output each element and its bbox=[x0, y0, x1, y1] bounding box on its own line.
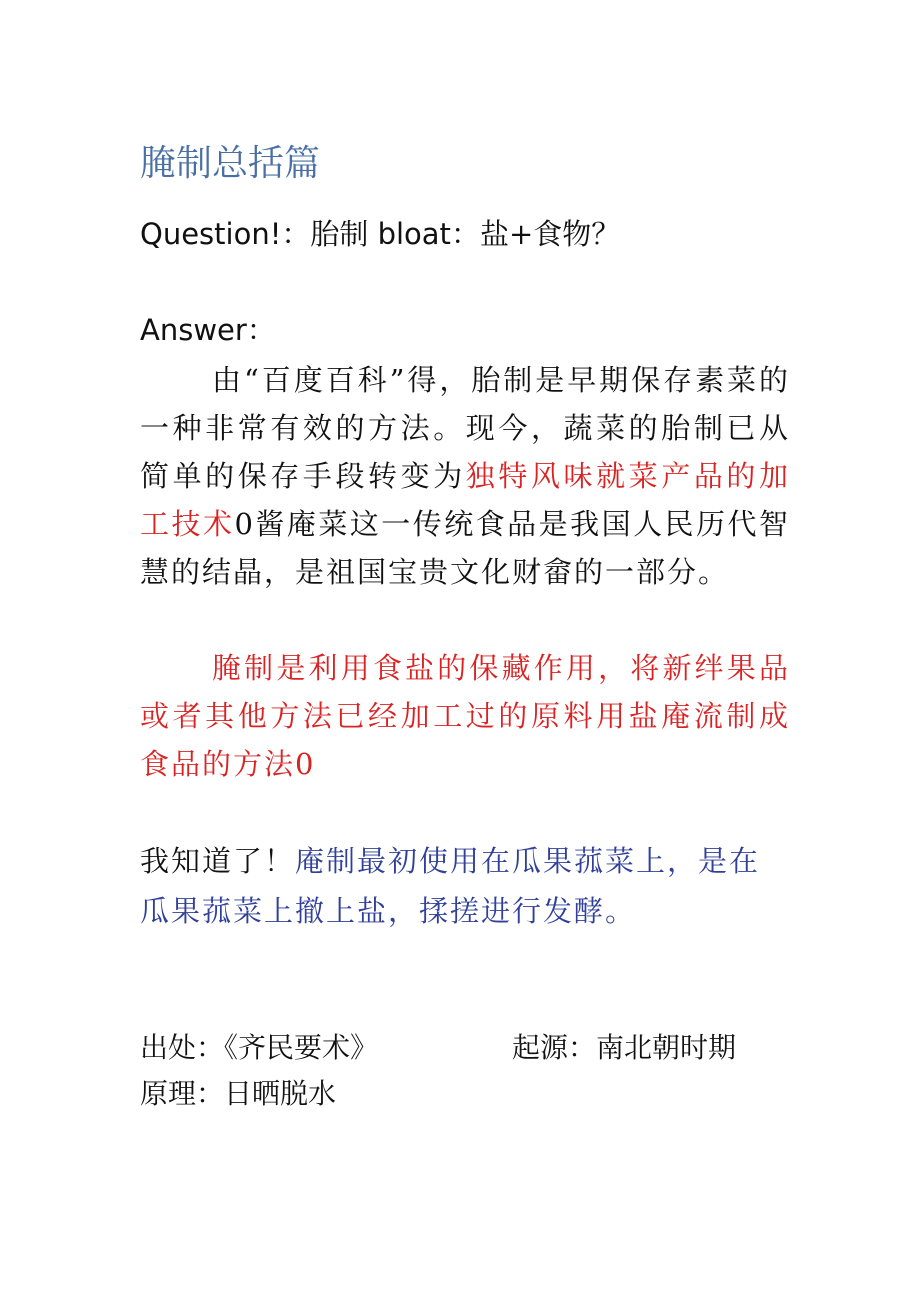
know-paragraph bbox=[140, 836, 790, 936]
question-text-2: bloat bbox=[377, 217, 451, 251]
question-line bbox=[140, 214, 620, 254]
question-label: Question!： bbox=[140, 217, 311, 251]
answer-paragraph-1-part2: 0酱庵菜这一传统食品是我国人民历代智慧的结晶，是祖国宝贵文化财畲的一部分。 bbox=[140, 507, 790, 589]
answer-paragraph-2: 腌制是利用食盐的保藏作用，将新绊果品或者其他方法已经加工过的原料用盐庵流制成食品的方法0 bbox=[140, 651, 790, 781]
page-title: 腌制总括篇 bbox=[140, 143, 321, 184]
question-text-1: 胎制 bbox=[310, 217, 369, 251]
meta-principle: 原理：日晒脱水 bbox=[140, 1077, 337, 1110]
answer-paragraph-1-part1: 由“百度百科”得，胎制是早期保存素菜的一种非常有效的方法。现今，蔬菜的胎制已从简单的保存手段转变为 bbox=[140, 363, 790, 493]
meta-source: 出处：《齐民要术》 bbox=[140, 1031, 379, 1064]
answer-paragraph-1 bbox=[140, 356, 790, 596]
answer-paragraph-1-highlight: 独特风味就菜产品的加工技术 bbox=[140, 459, 790, 541]
know-text: 庵制最初使用在瓜果菰菜上，是在瓜果菰菜上撤上盐，揉搓进行发酵。 bbox=[140, 844, 761, 928]
question-text-3: ：盐+食物？ bbox=[450, 217, 621, 251]
answer-label: Answer： bbox=[140, 313, 276, 347]
meta-origin: 起源：南北朝时期 bbox=[512, 1031, 737, 1064]
know-lead: 我知道了！ bbox=[140, 844, 296, 878]
